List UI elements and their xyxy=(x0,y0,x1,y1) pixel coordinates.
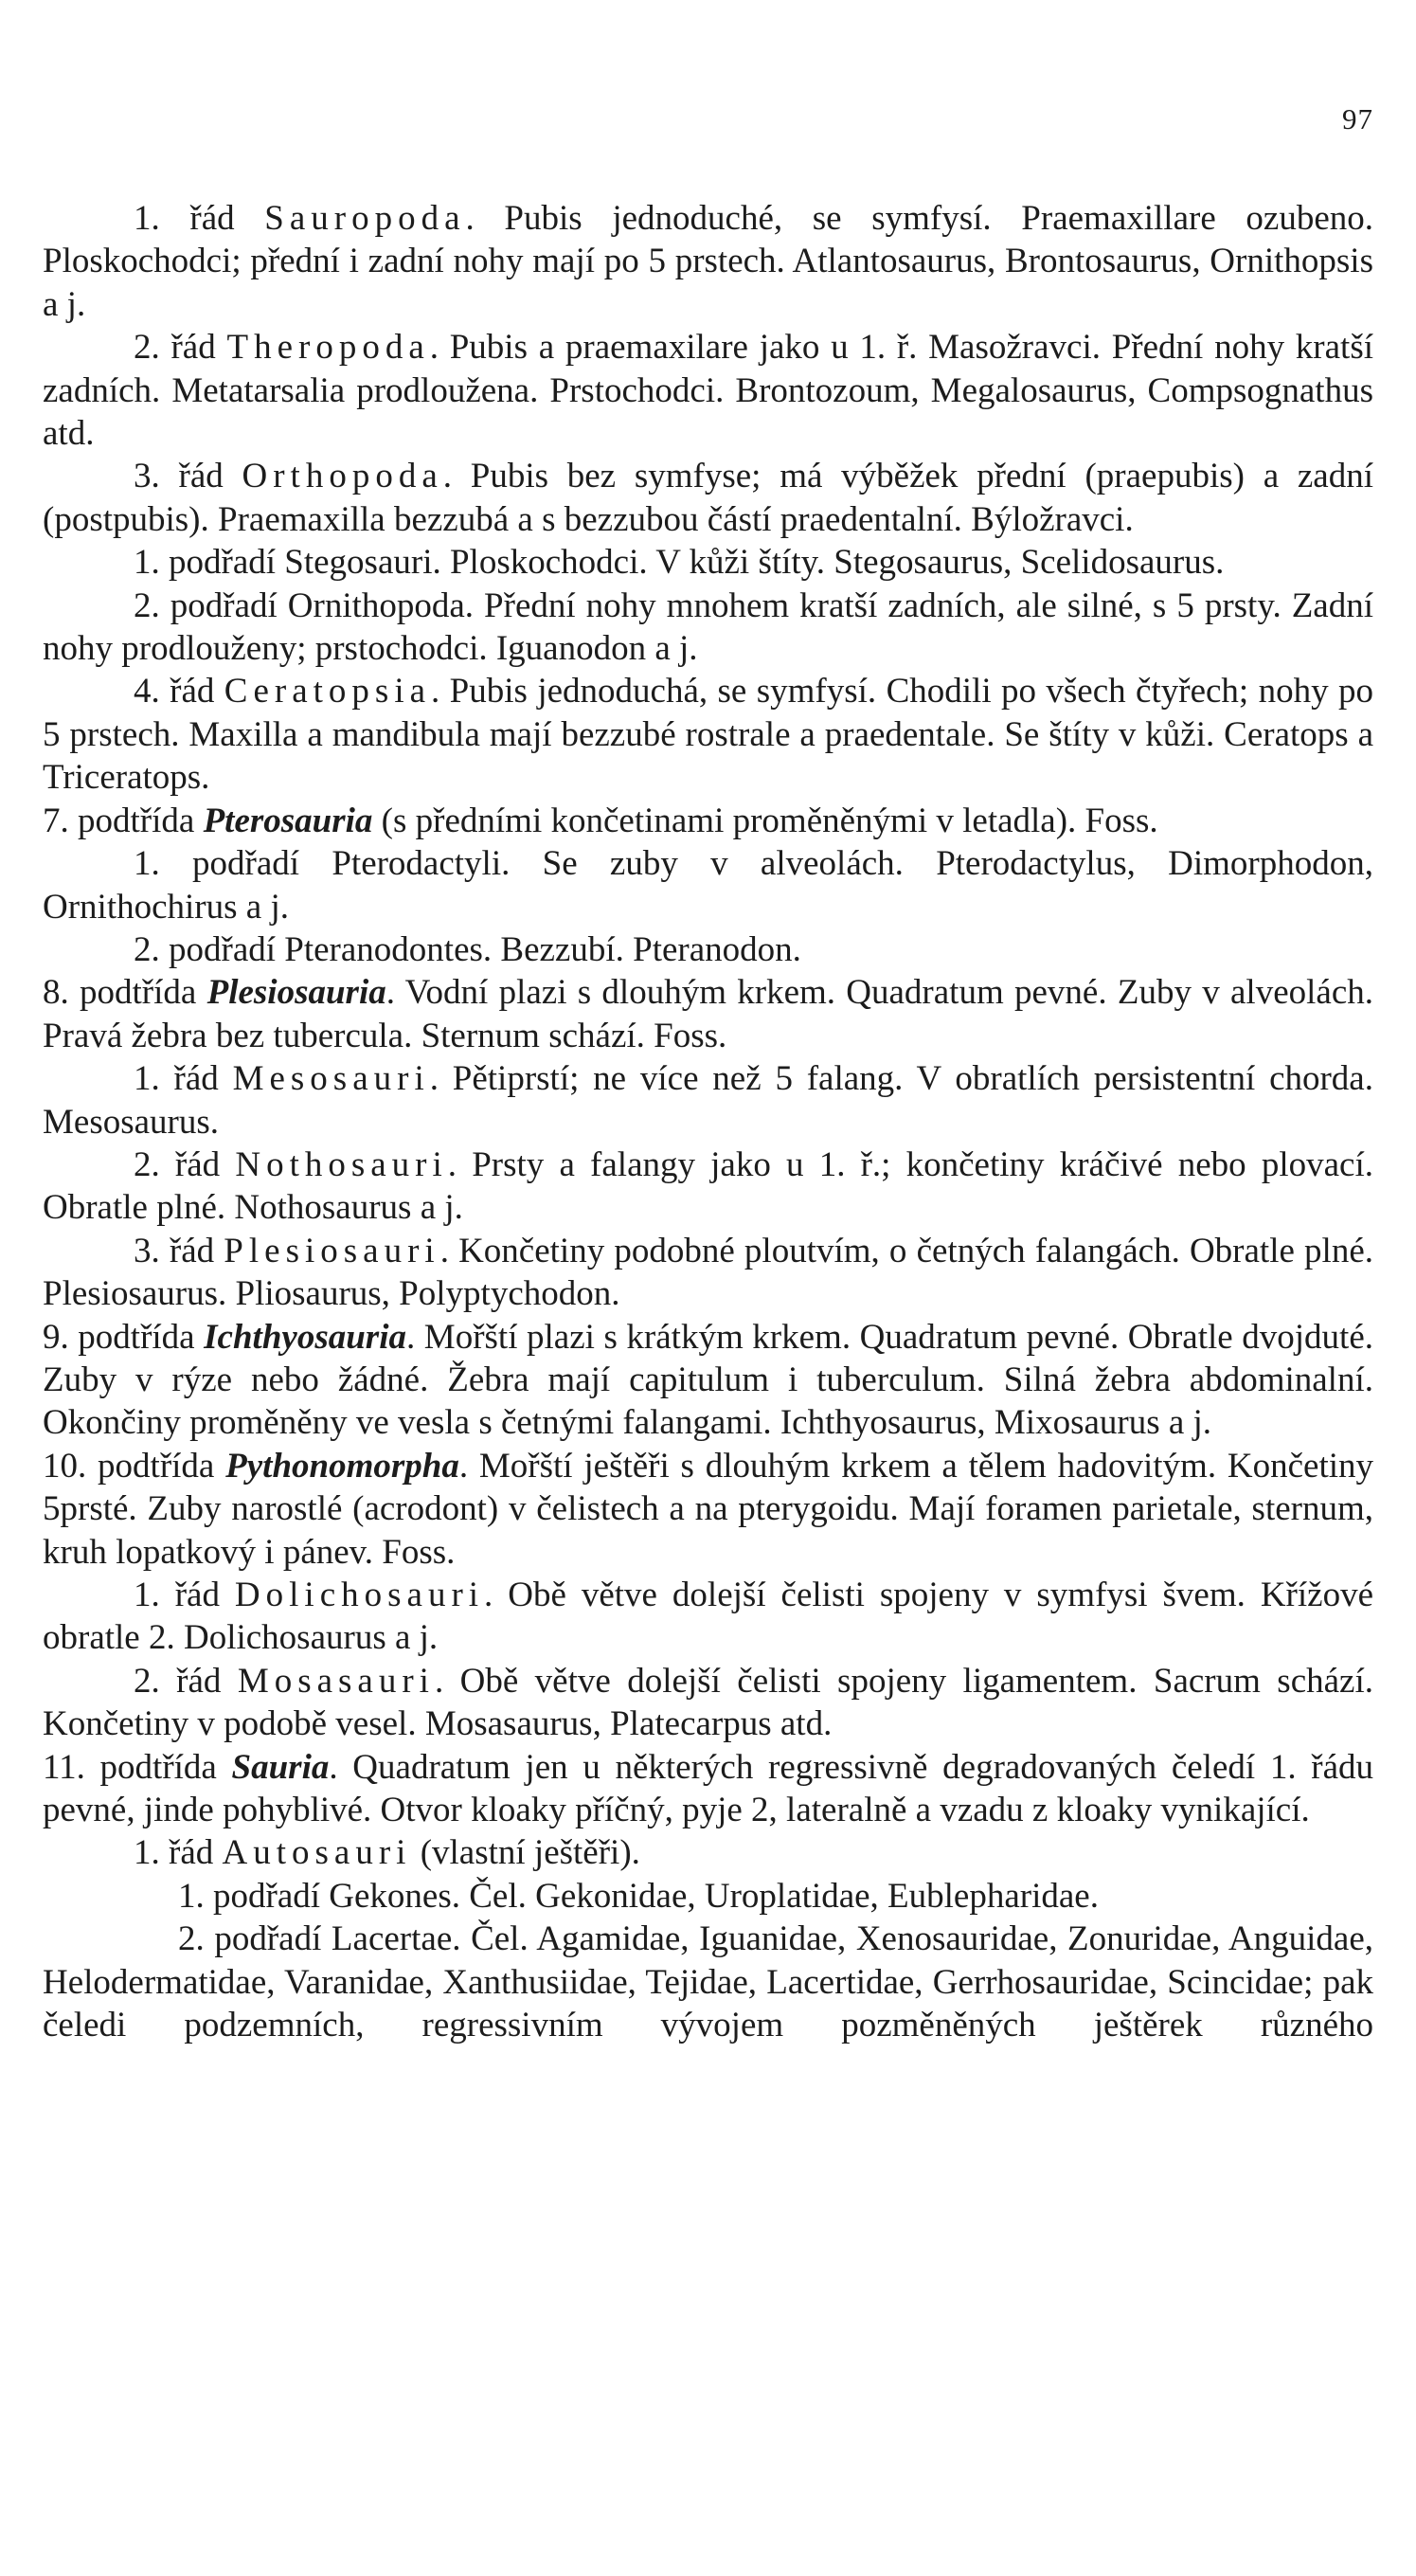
order-name: Sauropoda xyxy=(264,199,466,238)
order-paragraph xyxy=(43,1230,1373,1316)
paragraph-text: (s předními končetinami proměněnými v letadla). Foss. xyxy=(372,801,1158,840)
order-paragraph xyxy=(43,1831,1373,1874)
paragraph-text: 1. řád xyxy=(134,1059,233,1099)
page-number: 97 xyxy=(1342,102,1373,135)
order-name: Dolichosauri xyxy=(234,1576,485,1614)
paragraph-text: 11. podtřída xyxy=(43,1747,232,1787)
paragraph-text: 8. podtřída xyxy=(43,973,207,1013)
subclass-paragraph xyxy=(43,1746,1373,1832)
order-paragraph xyxy=(43,1660,1373,1746)
paragraph-text: . Pětiprstí; ne více než 5 falang. V obratlích persistentní chorda. Mesosaurus. xyxy=(43,1059,1373,1142)
order-name: Autosauri xyxy=(222,1833,412,1873)
taxon-name: Ichthyosauria xyxy=(204,1317,406,1357)
order-name: Theropoda xyxy=(226,328,430,368)
taxon-name: Sauria xyxy=(231,1747,330,1787)
paragraph-text: 1. podřadí Pterodactyli. Se zuby v alveolách. Pterodactylus, Dimorphodon, Ornithochirus a j. xyxy=(43,844,1373,927)
suborder-paragraph xyxy=(43,541,1373,584)
paragraph-text: 10. podtřída xyxy=(43,1446,226,1486)
paragraph-text: 7. podtřída xyxy=(43,801,204,840)
order-paragraph xyxy=(43,326,1373,455)
order-paragraph xyxy=(43,455,1373,541)
order-paragraph xyxy=(43,670,1373,799)
order-name: Mosasauri xyxy=(237,1661,435,1701)
paragraph-text: 2. podřadí Pteranodontes. Bezzubí. Pteranodon. xyxy=(134,929,801,969)
paragraph-text: 1. řád xyxy=(134,199,265,238)
subclass-paragraph xyxy=(43,800,1373,842)
paragraph-text: . Pubis jednoduché, se symfysí. Praemaxillare ozubeno. Ploskochodci; přední i zadní nohy mají po 5 prstech. Atlantosaurus, Brontosaurus, Ornithopsis a j. xyxy=(43,199,1373,324)
taxon-name: Pythonomorpha xyxy=(225,1446,459,1486)
subclass-paragraph xyxy=(43,971,1373,1057)
taxon-name: Pterosauria xyxy=(203,801,373,840)
order-name: Nothosauri xyxy=(235,1144,448,1184)
paragraph-text: 3. řád xyxy=(134,457,242,496)
paragraph-text: . Obě větve dolejší čelisti spojeny v symfysi švem. Křížové obratle 2. Dolichosaurus a j. xyxy=(43,1576,1374,1658)
paragraph-text: 1. řád xyxy=(134,1576,235,1614)
subclass-paragraph xyxy=(43,1445,1373,1574)
paragraph-text: 3. řád xyxy=(134,1231,224,1270)
order-paragraph xyxy=(43,197,1373,326)
paragraph-text: 2. řád xyxy=(134,328,227,368)
paragraph-text: 2. podřadí Lacertae. Čel. Agamidae, Iguanidae, Xenosauridae, Zonuridae, Anguidae, Helodermatidae, Varanidae, Xanthusiidae, Tejidae, Lacertidae, Gerrhosauridae, Scincidae; pak čeledi podzemních, regressivním vývojem pozměněných ještěrek různého xyxy=(43,1919,1373,2045)
order-paragraph xyxy=(43,1057,1373,1144)
paragraph-text: 2. podřadí Ornithopoda. Přední nohy mnohem kratší zadních, ale silné, s 5 prsty. Zadní nohy prodlouženy; prstochodci. Iguanodon a j. xyxy=(43,585,1373,669)
order-paragraph xyxy=(43,1574,1373,1660)
order-name: Ceratopsia xyxy=(224,672,432,712)
paragraph-text: . Končetiny podobné ploutvím, o četných falangách. Obratle plné. Plesiosaurus. Pliosaurus, Polyptychodon. xyxy=(43,1231,1374,1314)
suborder-paragraph xyxy=(43,842,1373,928)
paragraph-text: 1. podřadí Gekones. Čel. Gekonidae, Uroplatidae, Eublepharidae. xyxy=(178,1876,1099,1916)
suborder-paragraph xyxy=(43,928,1373,971)
suborder-paragraph xyxy=(43,1918,1373,2046)
suborder-paragraph xyxy=(43,1875,1373,1918)
order-name: Plesiosauri xyxy=(224,1231,440,1270)
paragraph-text: . Mořští ještěři s dlouhým krkem a tělem hadovitým. Končetiny 5prsté. Zuby narostlé (acrodont) v čelistech a na pterygoidu. Mají foramen parietale, sternum, kruh lopatkový i pánev. Foss. xyxy=(43,1446,1373,1572)
paragraph-text: . Pubis jednoduchá, se symfysí. Chodili po všech čtyřech; nohy po 5 prstech. Maxilla a mandibula mají bezzubé rostrale a praedentale. Se štíty v kůži. Ceratops a Triceratops. xyxy=(43,672,1373,798)
paragraph-text: (vlastní ještěři). xyxy=(411,1833,640,1873)
page-body xyxy=(43,197,1373,2046)
paragraph-text: . Vodní plazi s dlouhým krkem. Quadratum pevné. Zuby v alveolách. Pravá žebra bez tubercula. Sternum schází. Foss. xyxy=(43,973,1373,1055)
paragraph-text: 2. řád xyxy=(134,1661,238,1701)
paragraph-text: 1. řád xyxy=(134,1833,223,1873)
order-paragraph xyxy=(43,1144,1373,1230)
order-name: Orthopoda xyxy=(242,457,443,496)
paragraph-text: 9. podtřída xyxy=(43,1317,205,1357)
paragraph-text: . Prsty a falangy jako u 1. ř.; končetiny kráčivé nebo plovací. Obratle plné. Nothosaurus a j. xyxy=(43,1144,1373,1228)
paragraph-text: 2. řád xyxy=(134,1144,236,1184)
paragraph-text: . Mořští plazi s krátkým krkem. Quadratum pevné. Obratle dvojduté. Zuby v rýze nebo žádné. Žebra mají capitulum i tuberculum. Silná žebra abdominalní. Okončiny proměněny ve vesla s četnými falangami. Ichthyosaurus, Mixosaurus a j. xyxy=(43,1317,1373,1443)
taxon-name: Plesiosauria xyxy=(206,973,386,1013)
paragraph-text: 4. řád xyxy=(134,672,224,712)
subclass-paragraph xyxy=(43,1316,1373,1445)
paragraph-text: 1. podřadí Stegosauri. Ploskochodci. V kůži štíty. Stegosaurus, Scelidosaurus. xyxy=(134,543,1225,583)
paragraph-text: . Pubis bez symfyse; má výběžek přední (praepubis) a zadní (postpubis). Praemaxilla bezzubá a s bezzubou částí praedentalní. Býložravci. xyxy=(43,457,1373,539)
paragraph-text: . Pubis a praemaxilare jako u 1. ř. Masožravci. Přední nohy kratší zadních. Metatarsalia prodloužena. Prstochodci. Brontozoum, Megalosaurus, Compsognathus atd. xyxy=(43,328,1374,454)
paragraph-text: . Obě větve dolejší čelisti spojeny ligamentem. Sacrum schází. Končetiny v podobě vesel. Mosasaurus, Platecarpus atd. xyxy=(43,1661,1373,1744)
suborder-paragraph xyxy=(43,585,1373,671)
order-name: Mesosauri xyxy=(232,1059,430,1099)
paragraph-text: . Quadratum jen u některých regressivně degradovaných čeledí 1. řádu pevné, jinde pohyblivé. Otvor kloaky příčný, pyje 2, lateralně a vzadu z kloaky vynikající. xyxy=(43,1747,1373,1830)
